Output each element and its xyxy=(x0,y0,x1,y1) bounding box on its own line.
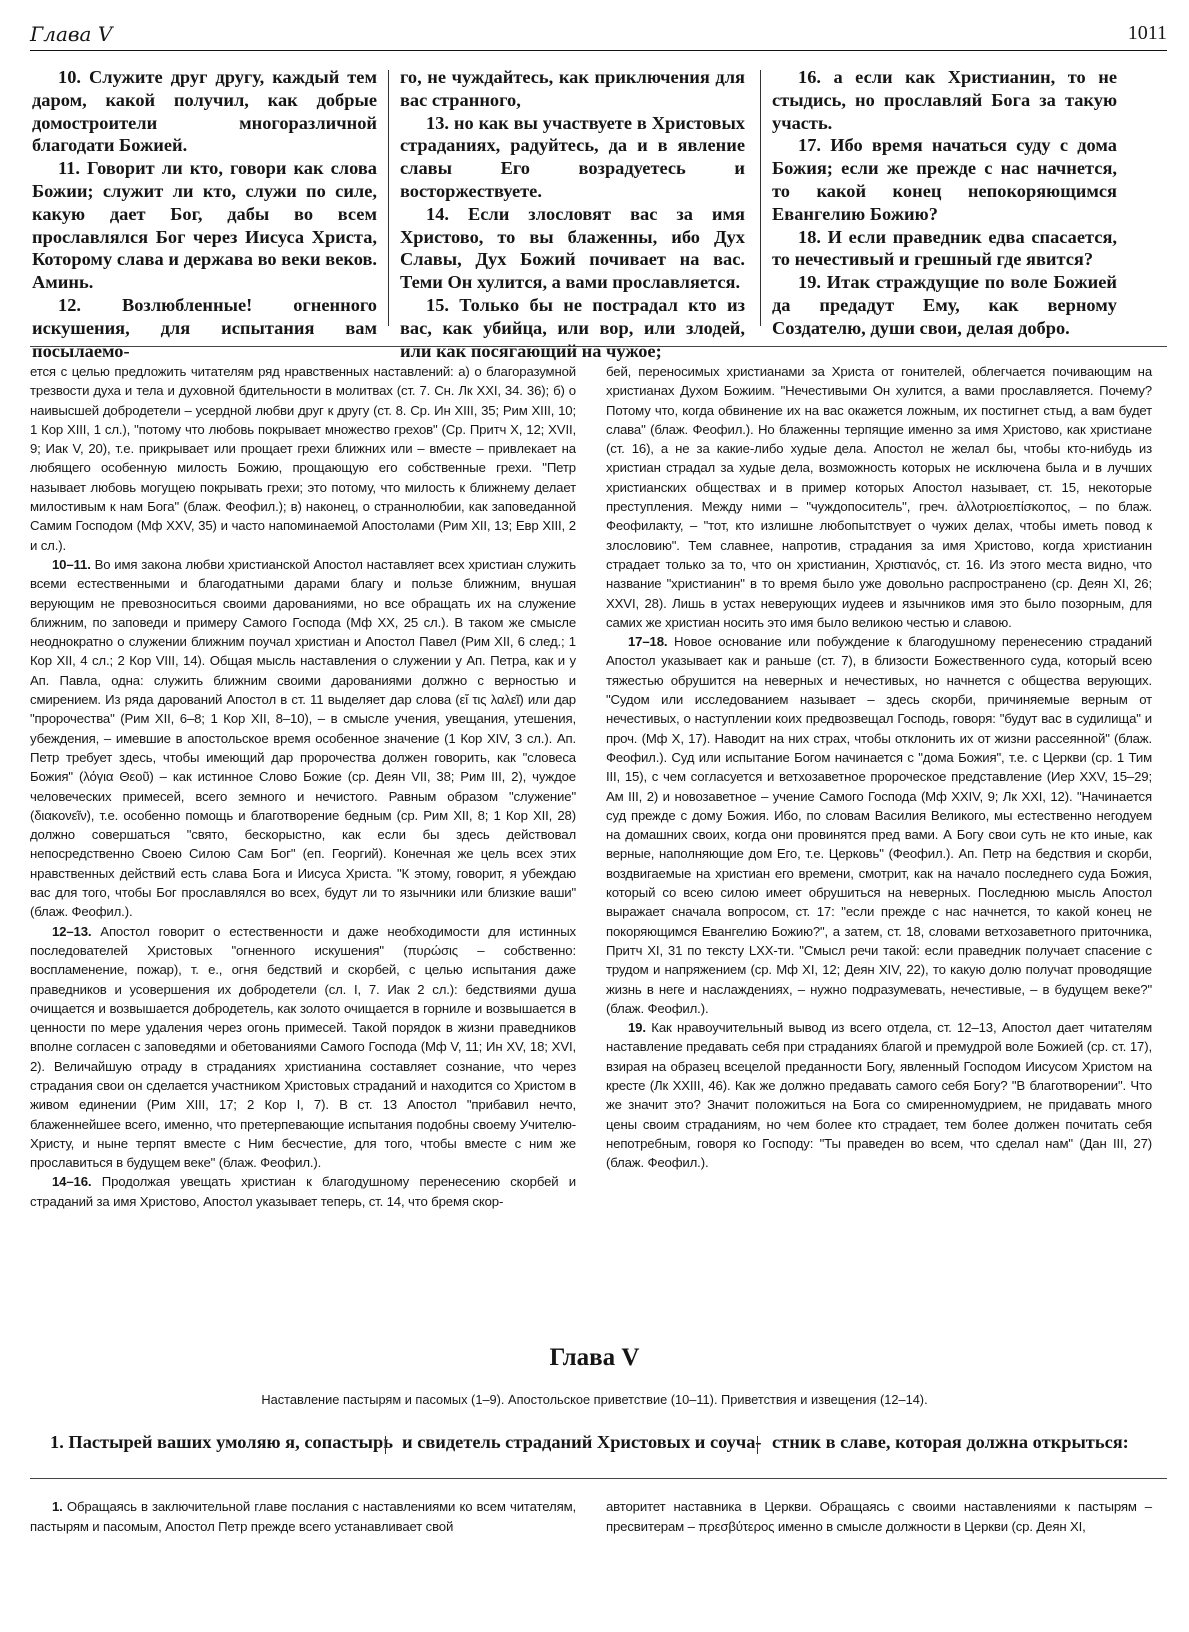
verse-ref: 1. xyxy=(52,1499,63,1514)
running-head-chapter: Глава V xyxy=(30,22,113,46)
commentary-paragraph xyxy=(606,1018,1152,1172)
paragraph-text: бей, переносимых христианами за Христа от гонителей, облегчается почивающим на христианах Духом Божиим. "Нечестивыми Он хулится, а вами прославляется. Почему? Потому что, когда обвинение их на вас окажется ложным, их постигнет стыд, а вам будет слава" (блаж. Феофил.). Но блаженны терпящие именно за имя Христово, как христиане (ст. 16), а не за какие-либо худые дела. Апостол не желал бы, чтобы кто-нибудь из христиан страдал за худые дела, возможность которых не исключена была и в лучших христианских обществах и в пример которых Апостол называет, ст. 15, некоторые преступления. Между ними – "чуждопоситель", греч. ἀλλοτριοεπίσκοπος, – по блаж. Феофилакту, – "тот, кто излишне любопытствует о чужих делах, чтобы иметь повод к злословию". Тем славнее, напротив, страдания за имя Христово, когда христианин страдает только за то, что он христианин, Χριστιανός, ст. 16. Из этого места видно, что название "христианин" в то время было уже довольно распространено (ср. Деян XI, 26; XXVI, 28). Лишь в устах неверующих иудеев и язычников имя это было позорным, для самих же христиан носить это имя было великою честью и славою. xyxy=(606,364,1152,630)
scripture-verse-1 xyxy=(30,1432,1167,1462)
verse-segment: и свидетель страданий Христовых и соуча- xyxy=(402,1432,762,1452)
commentary-paragraph xyxy=(606,1497,1152,1537)
commentary-paragraph xyxy=(606,632,1152,1018)
verse-ref: 17–18. xyxy=(628,634,668,650)
verse: 16. а если как Христианин, то не стыдись, но прославляй Бога за такую участь. xyxy=(772,67,1117,133)
running-head xyxy=(30,20,1167,51)
scripture-text xyxy=(30,66,1167,361)
verse-segment: 1. Пастырей ваших умоляю я, сопастырь xyxy=(50,1432,393,1452)
scripture-column-1 xyxy=(32,66,377,362)
section-rule xyxy=(30,1478,1167,1479)
scripture-column-3 xyxy=(772,66,1117,340)
commentary-paragraph xyxy=(30,555,576,922)
paragraph-text: Продолжая увещать христиан к благодушному перенесению скорбей и страданий за имя Христово, Апостол указывает теперь, ст. 14, что бремя скор- xyxy=(30,1174,576,1209)
verse: 12. Возлюбленные! огненного искушения, для испытания вам посылаемо- xyxy=(32,294,377,361)
verse: 11. Говорит ли кто, говори как слова Божии; служит ли кто, служи по силе, какую дает Бог, дабы во всем прославлялся Бог через Иисуса Христа, Которому слава и держава во веки веков. Аминь. xyxy=(32,158,377,293)
commentary-paragraph xyxy=(30,1497,576,1537)
commentary-column-1 xyxy=(30,1497,576,1537)
section-rule xyxy=(30,346,1167,347)
paragraph-text: Обращаясь в заключительной главе послания с наставлениями ко всем читателям, пастырям и пасомым, Апостол Петр прежде всего устанавливает свой xyxy=(30,1499,577,1534)
paragraph-text: Новое основание или побуждение к благодушному перенесению страданий Апостол указывает как и раньше (ст. 7), в близости Божественного суда, который всею тяжестью обрушится на неверных и нечестивых, но начнется с общества верующих. "Судом или исследованием называет – здесь скорби, причиняемые верным от нечестивых, о наступлении коих предвозвещал Господь, говоря: "будут вас в судилища" и проч. (Мф X, 17). Наводит на них страх, чтобы отклонить их от жизни рассеянной" (блаж. Феофил.). Суд или испытание Богом начинается с "дома Божия", т.е. с Церкви (ср. 1 Тим III, 15), с чем согласуется и ветхозаветное пророческое представление (Иер XXV, 15–29; Ам III, 2) и новозаветное – учение Самого Господа (Мф XXIV, 9; Лк XXI, 12). "Начинается суд прежде с дому Божия. Ибо, по словам Василия Великого, мы естественно негодуем на домашних своих, когда они провинятся пред вами. А Богу свои суть не кто иные, как верные, наполняющие дом Его, т.е. Церковь" (Феофил.). Ап. Петр на бедствия и скорби, воздвигаемые на христиан его времени, смотрит, как на начало последнего суда Божия, который со всею силою имеет обрушиться на неверных. Последнюю мысль Апостол выражает сначала вопросом, ст. 17: "если прежде с нас начнется, то какой конец не покоряющимся Евангелию Божию?", а затем, ст. 18, словами ветхозаветного приточника, Притч XI, 31 по тексту LXX-ти. "Смысл речи такой: если праведник получает спасение с трудом и напряжением (ср. Мф XI, 12; Деян XIV, 22), то какую долю получат проводящие жизнь в неге и наслаждениях, – нужно подразумевать, нечестивые, – в будущем веке?" (блаж. Феофил.). xyxy=(606,634,1153,1016)
verse: 13. но как вы участвуете в Христовых страданиях, радуйтесь, да и в явление славы Его возрадуетесь и восторжествуете. xyxy=(400,112,745,201)
paragraph-text: авторитет наставника в Церкви. Обращаясь с своими наставлениями к пастырям – пресвитерам – πρεσβύτερος именно в смысле должности в Церкви (ср. Деян XI, xyxy=(606,1499,1152,1534)
paragraph-text: Апостол говорит о естественности и даже необходимости для истинных последователей Христовых "огненного искушения" (πυρώσις – собственно: воспламенение, пожар), т. е., огня бедствий и скорбей, с целью испытания даже праведников и усовершения их добродетели (сл. I, 7. Иак 2 сл.): бедствиями душа очищается и возвышается добродетель, как золото очищается в горниле и возвышается в ценности по мере удаления через огонь примесей. Такой порядок в жизни праведников вполне согласен с заповедями и обетованиями Самого Господа (Мф V, 11; Ин XV, 18; XVI, 2). Величайшую отраду в страданиях христианина составляет сознание, что через страдания свои он сделается участником Христовых страданий и находится со Христом в живом единении (Рим XIII, 17; 2 Кор I, 7). В ст. 13 Апостол "прибавил нечто, блаженнейшее всего, именно, что претерпевающие испытания подобны своему Учителю-Христу, и ныне терпят вместе с Ним бесчестие, для того, чтобы вместе с ним же прославиться в будущем веке" (блаж. Феофил.). xyxy=(30,923,577,1171)
column-divider xyxy=(757,1436,758,1454)
verse: 17. Ибо время начаться суду с дома Божия; если же прежде с нас начнется, то какой конец непокоряющимся Евангелию Божию? xyxy=(772,135,1117,224)
column-divider xyxy=(388,70,389,326)
chapter-title: Глава V xyxy=(549,1344,640,1371)
commentary-column-2 xyxy=(606,362,1152,1172)
page-number: 1011 xyxy=(1127,22,1167,44)
verse: 15. Только бы не пострадал кто из вас, как убийца, или вор, или злодей, или как посягающий на чужое; xyxy=(400,294,745,361)
commentary-paragraph xyxy=(30,922,576,1173)
chapter-summary: Наставление пастырям и пасомых (1–9). Апостольское приветствие (10–11). Приветствия и извещения (12–14). xyxy=(261,1392,928,1407)
paragraph-text: ется с целью предложить читателям ряд нравственных наставлений: а) о благоразумной трезвости духа и тела и духовной бдительности в молитвах (ст. 7. Сн. Лк XXI, 34. 36); б) о наивысшей добродетели – усердной любви друг к другу (ст. 8. Ср. Ин XIII, 35; Рим XIII, 10; 1 Кор XIII, 1 сл.), "потому что любовь покрывает множество грехов" (Ср. Притч X, 12; XVII, 9; Иак V, 20), т.е. прикрывает или прощает грехи ближних или – вместе – привлекает на любящего особенную милость Божию, прощающую его собственные грехи. "Петр называет любовь могущею покрывать грехи; это потому, что милость к ближнему делает милостивым к нам Бога" (блаж. Феофил.); в) наконец, о страннолюбии, как заповеданной Самим Господом (Мф XXV, 35) и часто напоминаемой Апостолами (Рим XII, 13; Евр XIII, 2 и сл.). xyxy=(30,364,576,553)
verse-ref: 19. xyxy=(628,1020,646,1036)
verse: 10. Служите друг другу, каждый тем даром, какой получил, как добрые домостроители многоразличной благодати Божией. xyxy=(32,67,377,156)
commentary xyxy=(30,362,1167,1312)
verse-ref: 14–16. xyxy=(52,1174,92,1190)
commentary-paragraph xyxy=(30,362,576,555)
verse: 14. Если злословят вас за имя Христово, то вы блаженны, ибо Дух Славы, Дух Божий почивает на вас. Теми Он хулится, а вами прославляется. xyxy=(400,203,745,293)
column-divider xyxy=(385,1436,386,1454)
verse: го, не чуждайтесь, как приключения для вас странного, xyxy=(400,67,745,110)
verse: 19. Итак страждущие по воле Божией да предадут Ему, как верному Создателю, души свои, делая добро. xyxy=(772,272,1117,338)
paragraph-text: Во имя закона любви христианской Апостол наставляет всех христиан служить всеми естественными и благодатными дарами благу и пользе ближним, внушая верующим не превозноситься своими дарованиями, но все обращать их на служение ближним, по заповеди и примеру Самого Господа (Мф XX, 25 сл.). В таком же смысле неоднократно о служении ближним поучал христиан и Апостол Павел (Рим XII, 6 след.; 1 Кор XII, 4 сл.; 2 Кор VIII, 14). Общая мысль наставления о служении у Ап. Петра, как и у Ап. Павла, одна: служить ближним своими дарованиями должно с верностью и смирением. Из ряда дарований Апостол в ст. 11 выделяет дар слова (εἴ τις λαλεῖ) или дар "пророчества" (Рим XII, 6–8; 1 Кор XII, 8–10), – в смысле учения, увещания, утешения, убеждения, – имевшие в апостольское время особенное значение (1 Кор XIV, 3 сл.). Ап. Петр требует здесь, чтобы имеющий дар пророчества должен говорить, как "словеса Божия" (λόγια Θεοῦ) – как истинное Слово Божие (ср. Деян VII, 38; Рим III, 2), чуждое человеческих примесей, всего земного и нечистого. Равным образом "служение" (διακονεῖν), т.е. особенно помощь и благотворение бедным (ср. Рим XII, 8; 1 Кор XII, 28) должно совершаться "свято, бескорыстно, как если бы здесь действовал непосредственно Своею Силою Сам Бог" (еп. Георгий). Конечная же цель всех этих нравственных действий есть слава Бога и Иисуса Христа. "К этому, говорит, я убеждаю вас для того, чтобы Бог прославлялся во всех, будут ли то язычники или близкие ваши" (блаж. Феофил.). xyxy=(30,556,576,920)
commentary-column-2 xyxy=(606,1497,1152,1537)
verse-segment: стник в славе, которая должна открыться: xyxy=(772,1432,1129,1452)
commentary-paragraph xyxy=(30,1172,576,1211)
commentary-column-1 xyxy=(30,362,576,1211)
verse-ref: 12–13. xyxy=(52,923,92,939)
commentary-paragraph xyxy=(606,362,1152,632)
column-divider xyxy=(760,70,761,326)
verse: 18. И если праведник едва спасается, то нечестивый и грешный где явится? xyxy=(772,226,1117,270)
scripture-column-2 xyxy=(400,66,745,362)
paragraph-text: Как нравоучительный вывод из всего отдела, ст. 12–13, Апостол дает читателям наставление предавать себя при страданиях благой и премудрой воле Божией (ср. ст. 17), взирая на образец всецелой преданности Богу, явленный Господом Иисусом Христом на кресте (Лк XXIII, 46). Как же должно предавать самого себя Богу? "В благотворении". Что же значит это? Значит положиться на Бога со смиренномудрием, не придавать много цены своим страданиям, но чем более кто страдает, тем более должен почитать себя непотребным, говоря ко Господу: "Ты праведен во всем, что сделал нам" (Дан III, 27) (блаж. Феофил.). xyxy=(606,1020,1153,1171)
verse-ref: 10–11. xyxy=(52,556,91,572)
